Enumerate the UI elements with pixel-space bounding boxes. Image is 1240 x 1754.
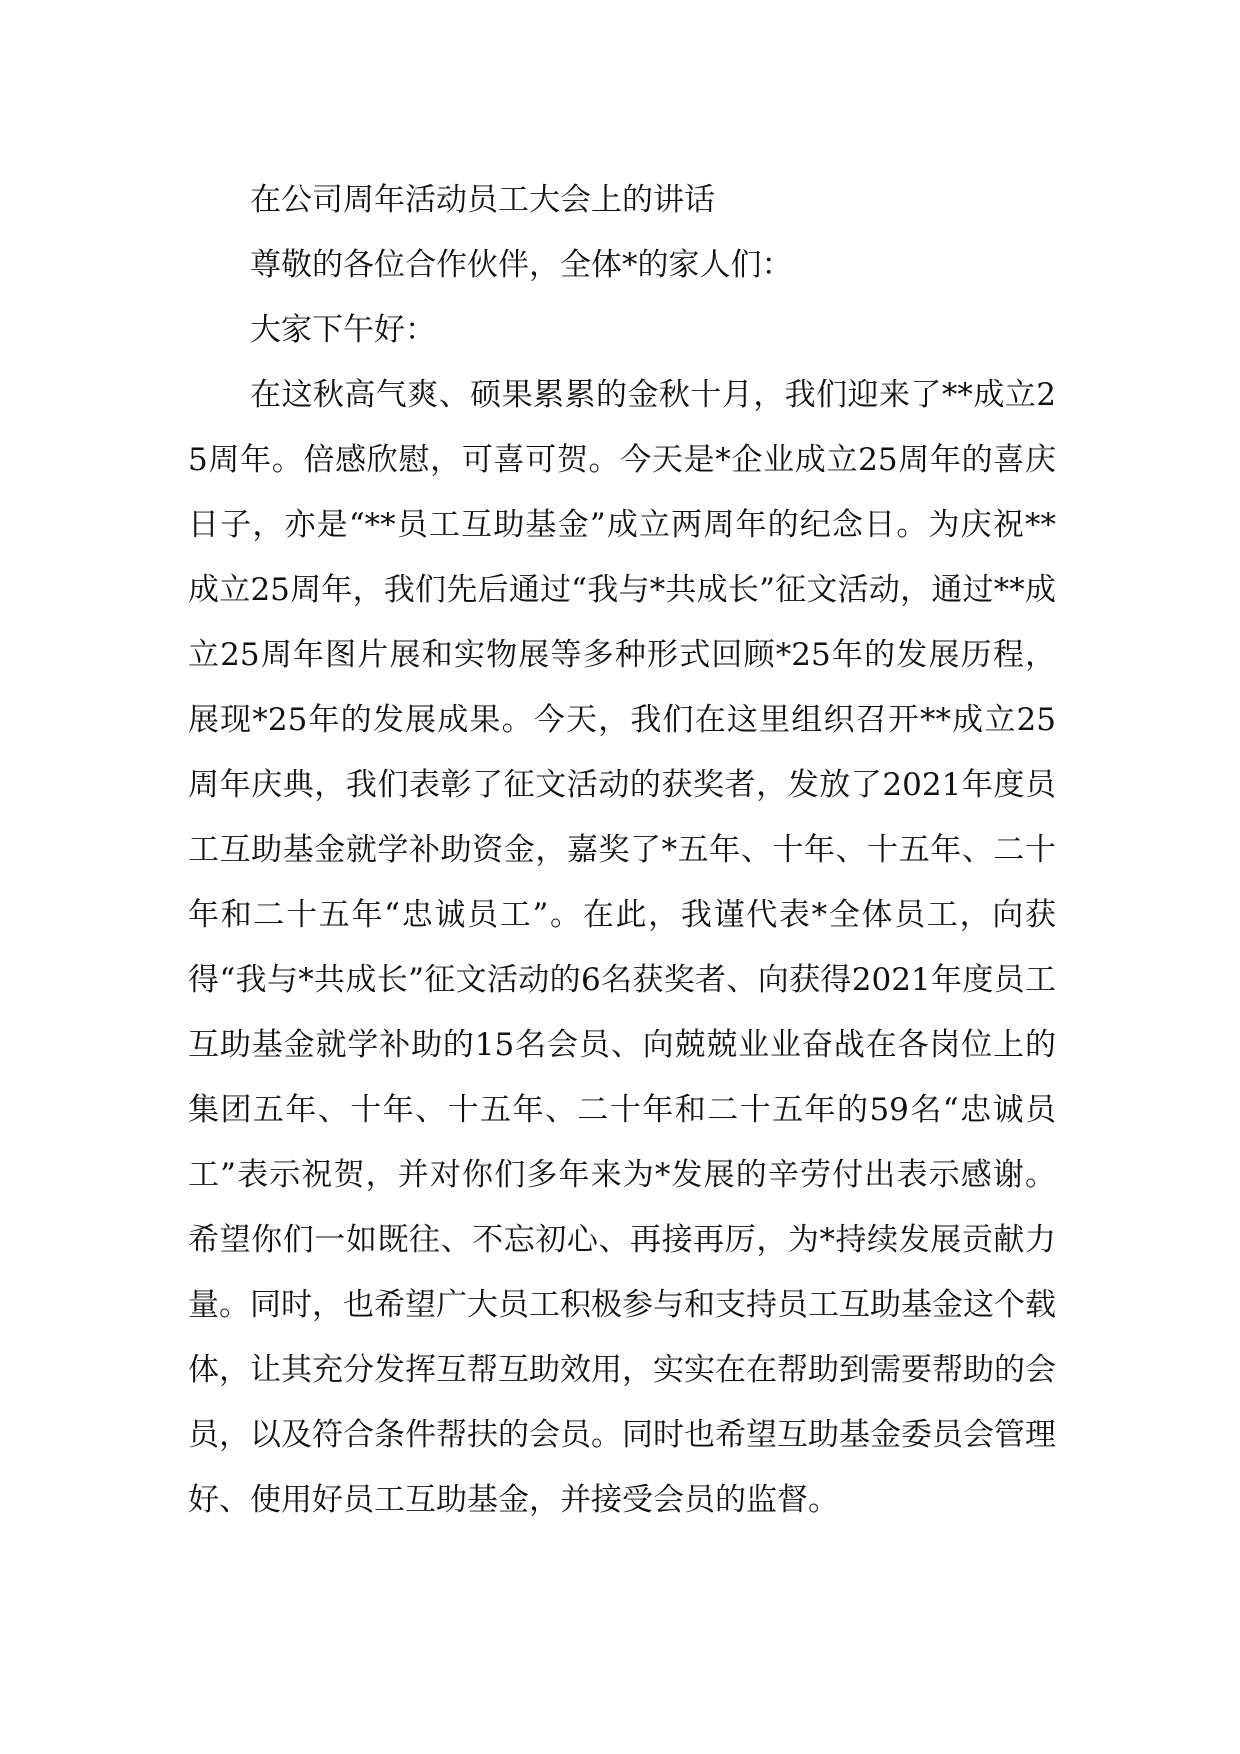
document-content xyxy=(188,168,1056,1533)
greeting: 大家下午好： xyxy=(250,312,436,348)
body-paragraph: 在这秋高气爽、硕果累累的金秋十月，我们迎来了**成立25周年。倍感欣慰，可喜可贺。今天是*企业成立25周年的喜庆日子，亦是“**员工互助基金”成立两周年的纪念日。为庆祝**成立25周年，我们先后通过“我与*共成长”征文活动，通过**成立25周年图片展和实物展等多种形式回顾*25年的发展历程，展现*25年的发展成果。今天，我们在这里组织召开**成立25周年庆典，我们表彰了征文活动的获奖者，发放了2021年度员工互助基金就学补助资金，嘉奖了*五年、十年、十五年、二十年和二十五年“忠诚员工”。在此，我谨代表*全体员工，向获得“我与*共成长”征文活动的6名获奖者、向获得2021年度员工互助基金就学补助的15名会员、向兢兢业业奋战在各岗位上的集团五年、十年、十五年、二十年和二十五年的59名“忠诚员工”表示祝贺，并对你们多年来为*发展的辛劳付出表示感谢。希望你们一如既往、不忘初心、再接再厉，为*持续发展贡献力量。同时，也希望广大员工积极参与和支持员工互助基金这个载体，让其充分发挥互帮互助效用，实实在在帮助到需要帮助的会员，以及符合条件帮扶的会员。同时也希望互助基金委员会管理好、使用好员工互助基金，并接受会员的监督。 xyxy=(188,377,1056,1518)
salutation: 尊敬的各位合作伙伴，全体*的家人们： xyxy=(250,247,793,283)
speech-title: 在公司周年活动员工大会上的讲话 xyxy=(250,182,715,218)
